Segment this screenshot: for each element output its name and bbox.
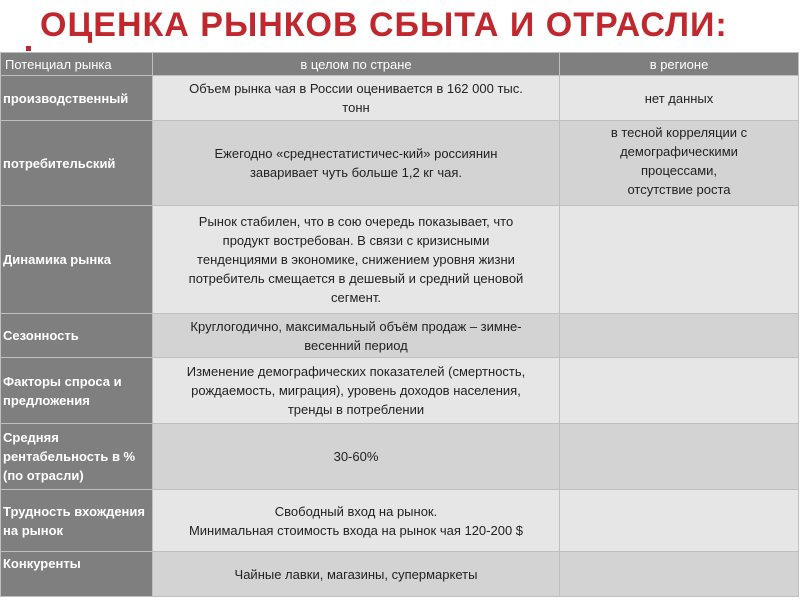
table-row: [1, 358, 799, 424]
cell-line: Изменение демографических показателей (смертность,: [186, 364, 526, 379]
region-cell: [560, 358, 799, 424]
cell-line: сегмент.: [331, 290, 381, 305]
table-row: [1, 424, 799, 490]
header-country: в целом по стране: [153, 53, 560, 76]
cell-line: Круглогодично, максимальный объём продаж – зимне-: [190, 318, 522, 334]
page-title: ОЦЕНКА РЫНКОВ СБЫТА И ОТРАСЛИ:: [40, 6, 728, 44]
cell-line: Чайные лавки, магазины, супермаркеты: [234, 566, 478, 582]
region-cell: [560, 490, 799, 552]
region-cell: [560, 424, 799, 490]
cell-line: Объем рынка чая в России оценивается в 162 000 тыс.: [189, 81, 523, 96]
row-label: Факторы спроса и предложения: [1, 358, 153, 424]
table-row: [1, 206, 799, 314]
country-cell: [153, 314, 560, 358]
table-row: [1, 490, 799, 552]
cell-line: нет данных: [644, 90, 714, 106]
cell-line: тренды в потреблении: [287, 402, 425, 417]
country-cell: [153, 552, 560, 597]
header-region: в регионе: [560, 53, 799, 76]
title-bullet-marker: [26, 46, 31, 51]
region-cell: [560, 76, 799, 121]
row-label: Средняя рентабельность в % (по отрасли): [1, 424, 153, 490]
table-row: [1, 76, 799, 121]
country-cell: [153, 76, 560, 121]
cell-line: тенденциями в экономике, снижением уровня жизни: [197, 252, 515, 267]
row-label: Сезонность: [1, 314, 153, 358]
country-cell: [153, 424, 560, 490]
row-label: Конкуренты: [1, 552, 153, 597]
cell-line: 30-60%: [333, 449, 379, 464]
country-cell: [153, 490, 560, 552]
country-cell: [153, 358, 560, 424]
cell-line: заваривает чуть больше 1,2 кг чая.: [249, 165, 463, 180]
cell-line: отсутствие роста: [627, 182, 731, 197]
cell-line: Свободный вход на рынок.: [274, 503, 438, 519]
cell-line: в тесной корреляции с: [610, 125, 748, 140]
region-cell: [560, 552, 799, 597]
header-market-potential: Потенциал рынка: [1, 53, 153, 76]
market-assessment-table: [0, 52, 799, 597]
row-label: Динамика рынка: [1, 206, 153, 314]
table-header-row: [1, 53, 799, 76]
table-row: [1, 552, 799, 597]
cell-line: продукт востребован. В связи с кризисными: [222, 233, 490, 248]
cell-line: Ежегодно «среднестатистичес-кий» россиянин: [214, 146, 498, 161]
cell-line: процессами,: [640, 163, 718, 178]
cell-line: потребитель смещается в дешевый и средний ценовой: [188, 271, 524, 286]
cell-line: рождаемость, миграция), уровень доходов населения,: [191, 383, 521, 398]
cell-line: весенний период: [304, 337, 408, 353]
region-cell: [560, 121, 799, 206]
cell-line: Минимальная стоимость входа на рынок чая 120-200 $: [188, 522, 524, 538]
table-row: [1, 121, 799, 206]
cell-line: демографическими: [620, 144, 738, 159]
row-label: Трудность вхождения на рынок: [1, 490, 153, 552]
table-row: [1, 314, 799, 358]
row-label: потребительский: [1, 121, 153, 206]
country-cell: [153, 121, 560, 206]
country-cell: [153, 206, 560, 314]
region-cell: [560, 206, 799, 314]
cell-line: Рынок стабилен, что в сою очередь показывает, что: [198, 214, 514, 229]
row-label: производственный: [1, 76, 153, 121]
region-cell: [560, 314, 799, 358]
cell-line: тонн: [342, 100, 370, 115]
